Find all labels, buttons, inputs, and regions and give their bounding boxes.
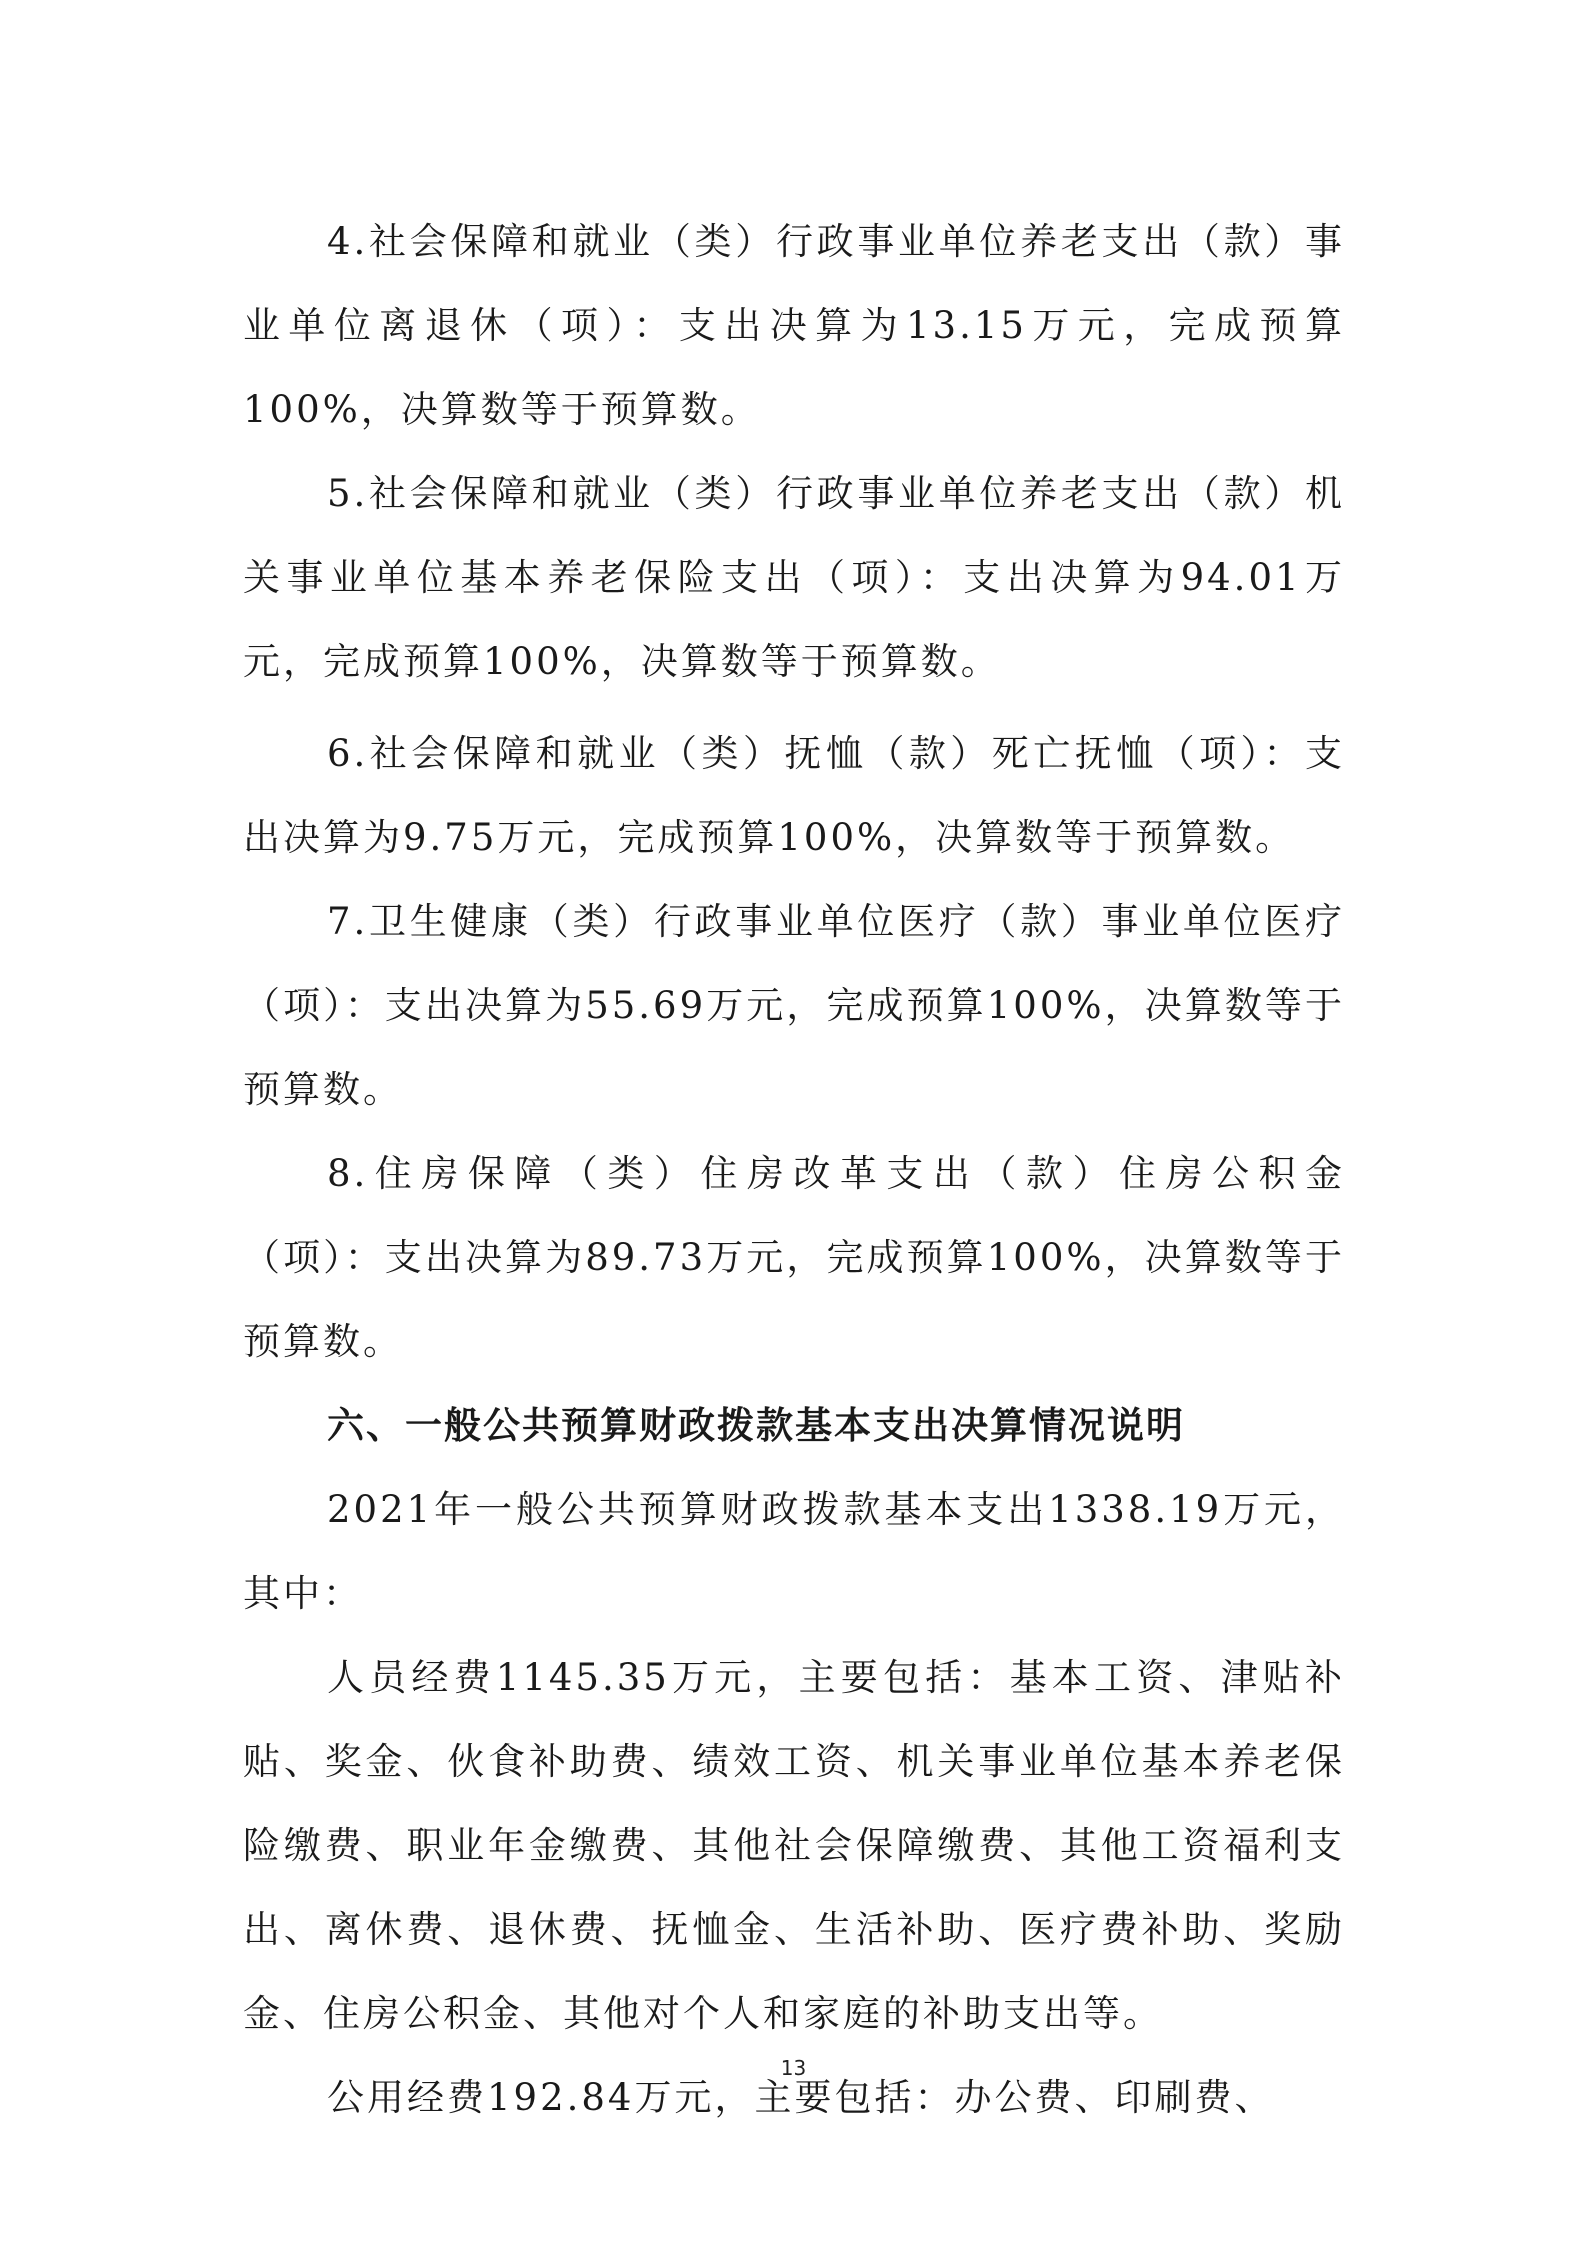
paragraph-item-7: 7.卫生健康（类）行政事业单位医疗（款）事业单位医疗（项）：支出决算为55.69万元，完成预算100%，决算数等于预算数。 bbox=[243, 900, 1345, 1111]
personnel-expense-paragraph: 人员经费1145.35万元，主要包括：基本工资、津贴补贴、奖金、伙食补助费、绩效工资、机关事业单位基本养老保险缴费、职业年金缴费、其他社会保障缴费、其他工资福利支出、离休费、退休费、抚恤金、生活补助、医疗费补助、奖励金、住房公积金、其他对个人和家庭的补助支出等。 bbox=[243, 1656, 1345, 2035]
summary-paragraph: 2021年一般公共预算财政拨款基本支出1338.19万元，其中： bbox=[243, 1488, 1345, 1615]
body-text bbox=[243, 200, 1345, 2140]
paragraph-item-5: 5.社会保障和就业（类）行政事业单位养老支出（款）机关事业单位基本养老保险支出（项）：支出决算为94.01万元，完成预算100%，决算数等于预算数。 bbox=[243, 472, 1345, 683]
paragraph-item-8: 8.住房保障（类）住房改革支出（款）住房公积金（项）：支出决算为89.73万元，完成预算100%，决算数等于预算数。 bbox=[243, 1152, 1345, 1363]
paragraph-item-4: 4.社会保障和就业（类）行政事业单位养老支出（款）事业单位离退休（项）：支出决算为13.15万元，完成预算100%，决算数等于预算数。 bbox=[243, 220, 1345, 431]
section-heading: 六、一般公共预算财政拨款基本支出决算情况说明 bbox=[327, 1404, 1185, 1447]
paragraph-item-6: 6.社会保障和就业（类）抚恤（款）死亡抚恤（项）：支出决算为9.75万元，完成预算100%，决算数等于预算数。 bbox=[243, 732, 1345, 859]
page-number: 13 bbox=[780, 2056, 807, 2080]
public-expense-paragraph: 公用经费192.84万元，主要包括：办公费、印刷费、 bbox=[327, 2076, 1275, 2119]
